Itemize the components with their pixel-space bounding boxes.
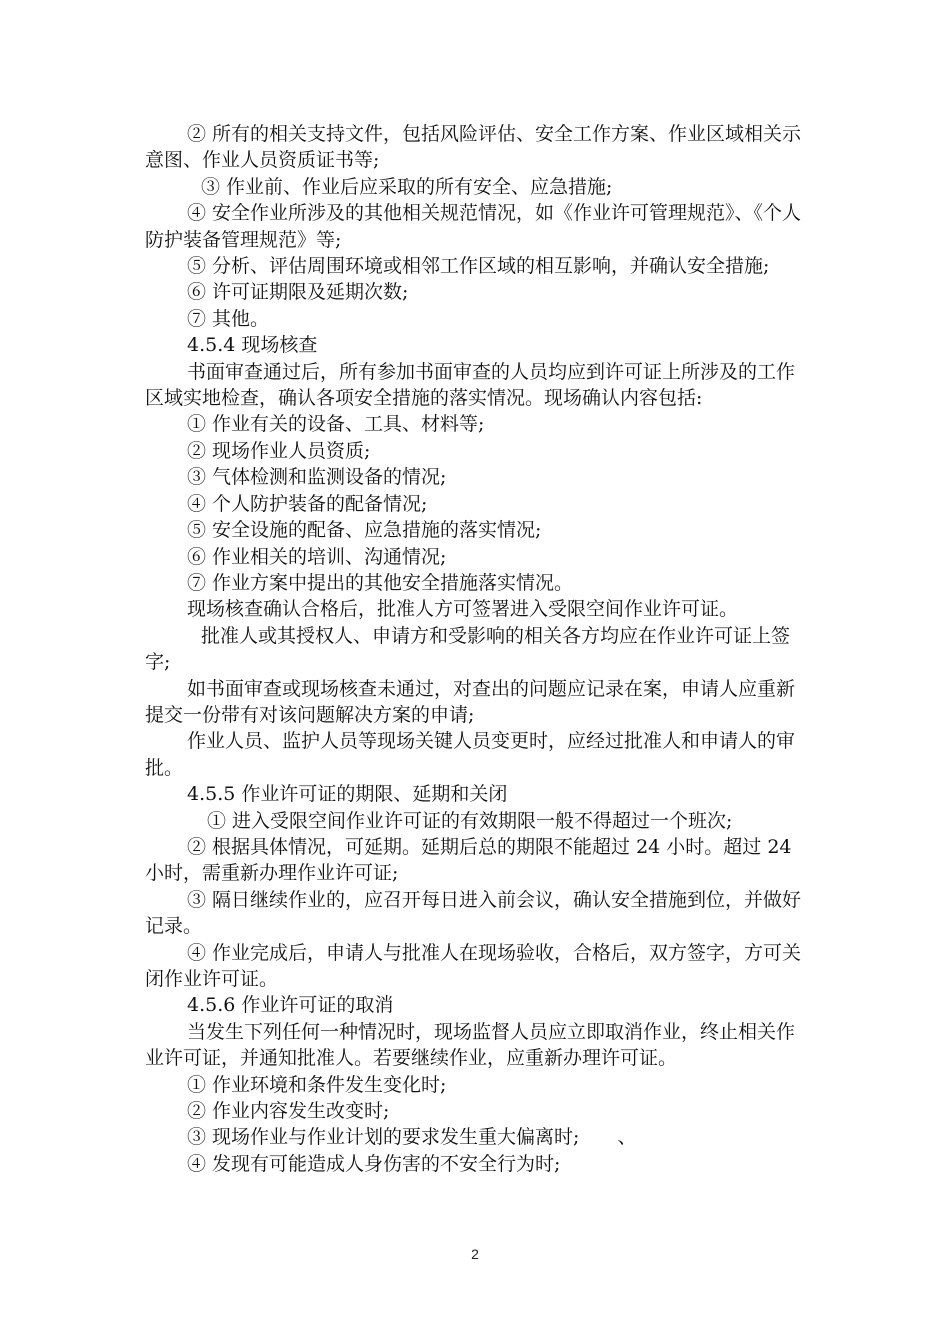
list-item: ④ 个人防护装备的配备情况; — [187, 492, 428, 515]
body-text — [145, 121, 810, 1177]
list-item: ① 进入受限空间作业许可证的有效期限一般不得超过一个班次; — [207, 809, 733, 832]
list-item: ⑤ 分析、评估周围环境或相邻工作区域的相互影响，并确认安全措施; — [187, 255, 770, 278]
list-item: ⑦ 作业方案中提出的其他安全措施落实情况。 — [187, 571, 574, 594]
list-item: ④ 作业完成后，申请人与批准人在现场验收，合格后，双方签字，方可关闭作业许可证。 — [145, 941, 802, 990]
list-item: ⑦ 其他。 — [187, 307, 270, 330]
section-heading: 4.5.4 现场核查 — [187, 334, 318, 357]
list-item: ② 现场作业人员资质; — [187, 439, 371, 462]
list-item: ③ 作业前、作业后应采取的所有安全、应急措施; — [201, 175, 613, 198]
list-item: ② 根据具体情况，可延期。延期后总的期限不能超过 24 小时。超过 24 小时，需重新办理作业许可证; — [145, 835, 792, 885]
list-item: ⑥ 作业相关的培训、沟通情况; — [187, 545, 447, 568]
section-heading: 4.5.5 作业许可证的期限、延期和关闭 — [187, 783, 508, 806]
paragraph: 现场核查确认合格后，批准人方可签署进入受限空间作业许可证。 — [187, 598, 739, 621]
list-item: ② 所有的相关支持文件，包括风险评估、安全工作方案、作业区域相关示意图、作业人员资质证书等; — [145, 123, 802, 172]
paragraph: 当发生下列任何一种情况时，现场监督人员应立即取消作业，终止相关作业许可证，并通知批准人。若要继续作业，应重新办理许可证。 — [145, 1020, 796, 1070]
list-item: ⑤ 安全设施的配备、应急措施的落实情况; — [187, 519, 542, 542]
list-item: ④ 安全作业所涉及的其他相关规范情况，如《作业许可管理规范》、《个人防护装备管理规范》等; — [145, 202, 802, 251]
list-item: ① 作业有关的设备、工具、材料等; — [187, 413, 485, 436]
list-item: ⑥ 许可证期限及延期次数; — [187, 281, 409, 304]
paragraph: 如书面审查或现场核查未通过，对查出的问题应记录在案，申请人应重新提交一份带有对该问题解决方案的申请; — [145, 677, 796, 726]
list-item: ① 作业环境和条件发生变化时; — [187, 1073, 447, 1096]
paragraph: 批准人或其授权人、申请方和受影响的相关各方均应在作业许可证上签字; — [145, 624, 791, 674]
list-item: ③ 气体检测和监测设备的情况; — [187, 466, 447, 489]
list-item: ③ 隔日继续作业的，应召开每日进入前会议，确认安全措施到位，并做好记录。 — [145, 888, 802, 938]
list-item: ④ 发现有可能造成人身伤害的不安全行为时; — [187, 1152, 561, 1175]
section-heading: 4.5.6 作业许可证的取消 — [187, 994, 394, 1017]
list-item: ② 作业内容发生改变时; — [187, 1100, 390, 1123]
page-number: 2 — [471, 1246, 479, 1262]
paragraph: 书面审查通过后，所有参加书面审查的人员均应到许可证上所涉及的工作区域实地检查，确认各项安全措施的落实情况。现场确认内容包括: — [145, 360, 796, 410]
paragraph: 作业人员、监护人员等现场关键人员变更时，应经过批准人和申请人的审批。 — [145, 730, 796, 779]
list-item: ③ 现场作业与作业计划的要求发生重大偏离时; 、 — [187, 1126, 637, 1149]
